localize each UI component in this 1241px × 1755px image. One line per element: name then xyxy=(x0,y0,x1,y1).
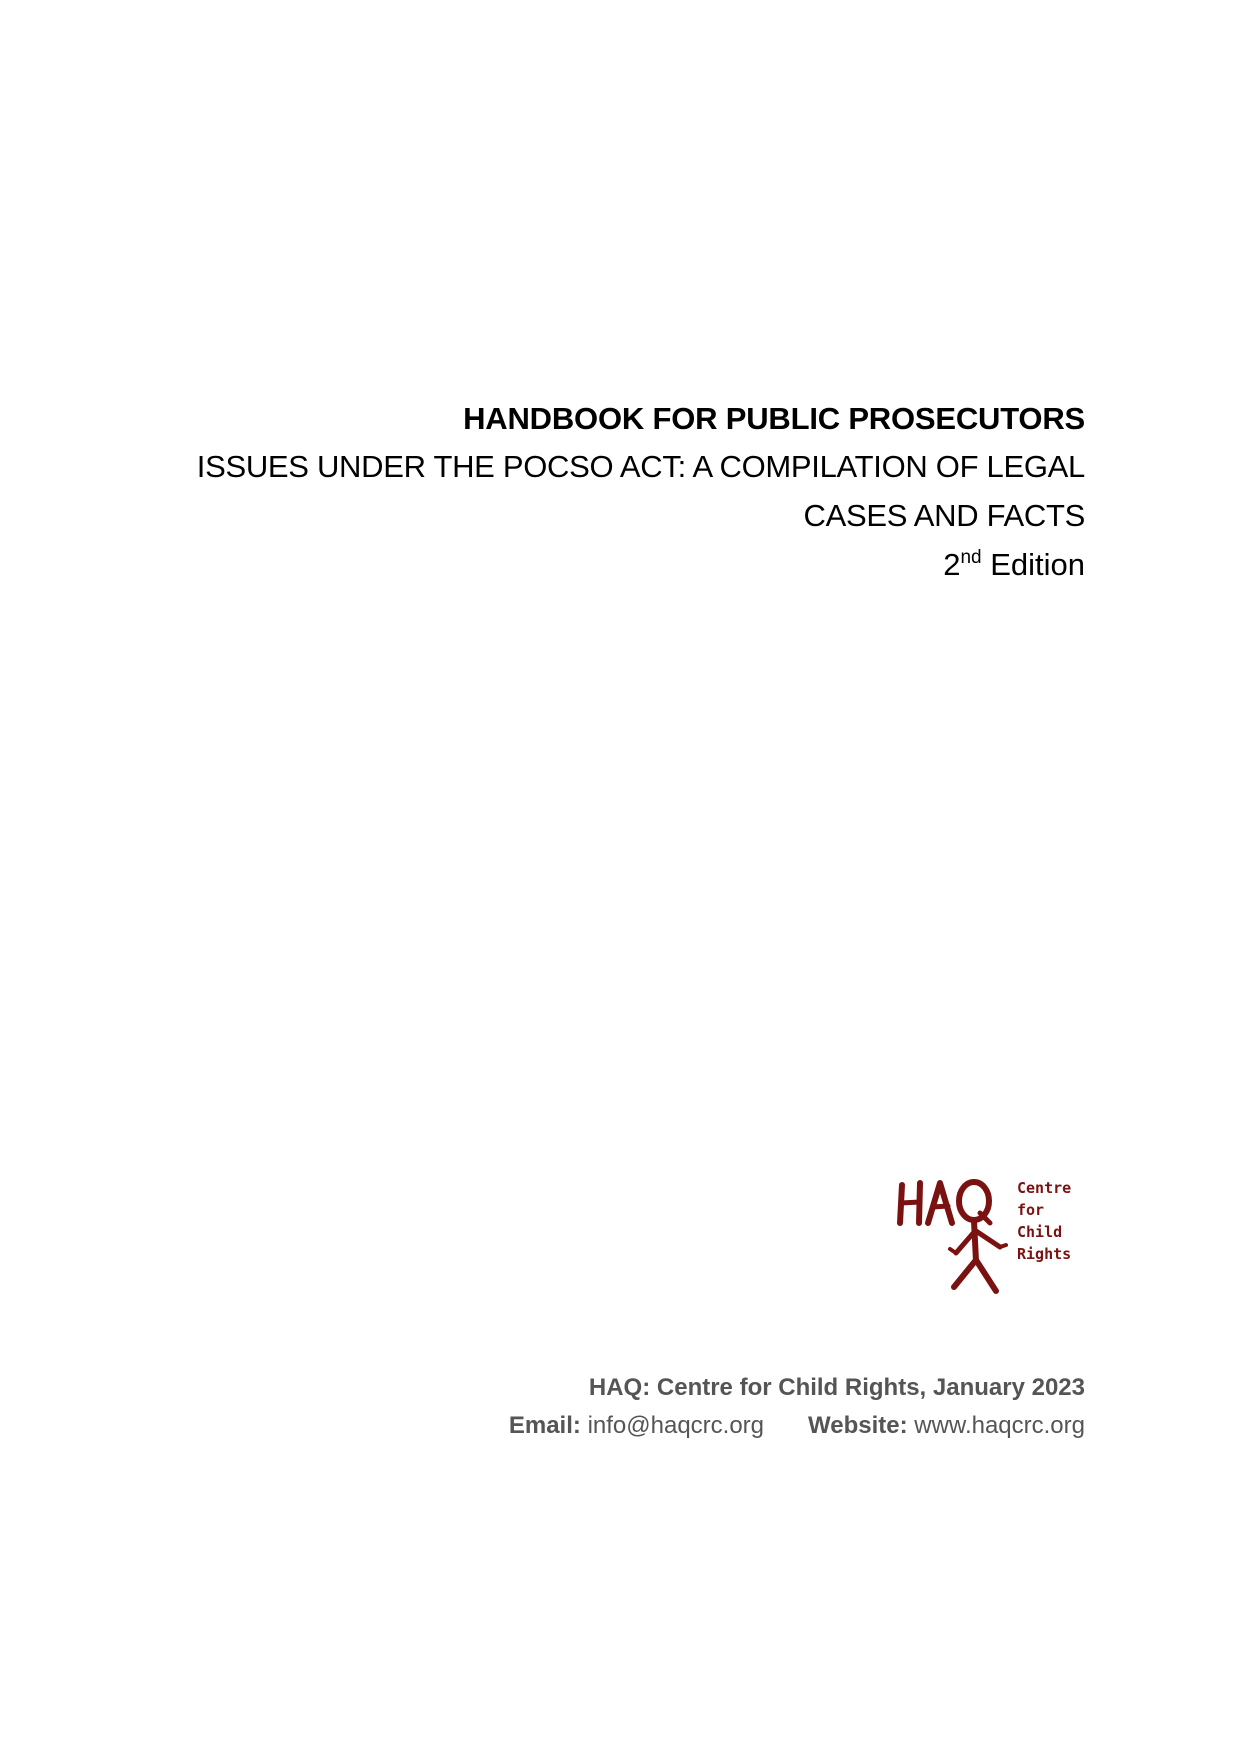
edition-ordinal-suffix: nd xyxy=(960,547,982,568)
website-link[interactable]: www.haqcrc.org xyxy=(914,1412,1085,1439)
logo-text-centre: Centre xyxy=(1017,1179,1072,1197)
publisher-footer xyxy=(185,1369,1085,1445)
cover-title-block xyxy=(85,396,1085,590)
haq-logo xyxy=(896,1165,1076,1295)
edition-word: Edition xyxy=(990,547,1085,582)
edition-number: 2 xyxy=(943,547,961,582)
website-label: Website: xyxy=(808,1412,908,1439)
document-subtitle-line-1: ISSUES UNDER THE POCSO ACT: A COMPILATION OF LEGAL xyxy=(196,449,1085,484)
edition-label xyxy=(85,540,1085,590)
logo-text-child: Child xyxy=(1017,1223,1063,1241)
publisher-line: HAQ: Centre for Child Rights, January 2023 xyxy=(588,1374,1085,1401)
document-subtitle-line-2: CASES AND FACTS xyxy=(803,498,1085,533)
document-title: HANDBOOK FOR PUBLIC PROSECUTORS xyxy=(463,401,1085,436)
email-link[interactable]: info@haqcrc.org xyxy=(587,1412,765,1439)
logo-text-rights: Rights xyxy=(1017,1245,1072,1263)
contact-line xyxy=(185,1407,1085,1445)
email-label: Email: xyxy=(508,1412,581,1439)
logo-text-for: for xyxy=(1017,1201,1045,1219)
logo-text-block xyxy=(1017,1177,1071,1265)
